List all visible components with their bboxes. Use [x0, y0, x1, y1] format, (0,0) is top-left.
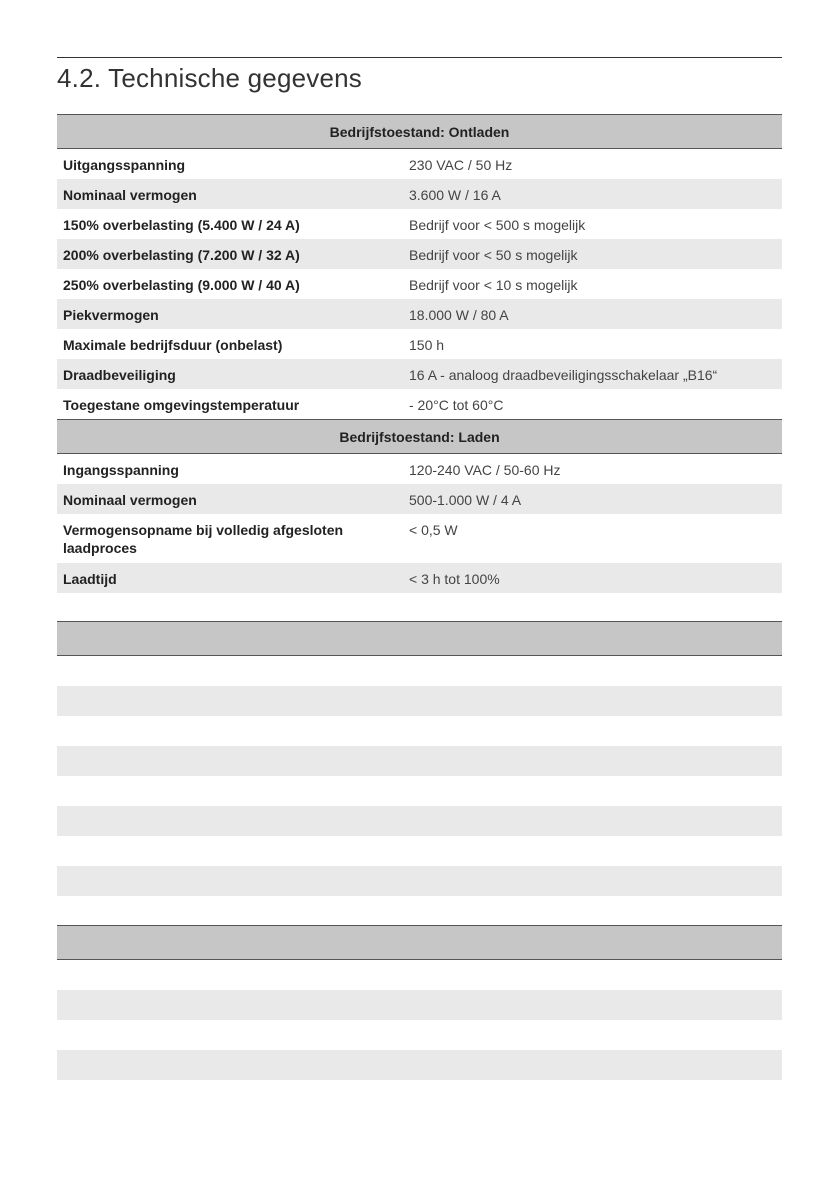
row-value: Bedrijf voor < 500 s mogelijk: [409, 217, 586, 233]
empty-row: [57, 836, 782, 866]
row-value: 150 h: [409, 337, 445, 353]
table-row: [57, 329, 782, 359]
top-rule: [57, 57, 782, 58]
row-value: - 20°C tot 60°C: [409, 397, 504, 413]
row-label: 250% overbelasting (9.000 W / 40 A): [63, 277, 300, 293]
row-value: 3.600 W / 16 A: [409, 187, 501, 203]
row-label: Draadbeveiliging: [63, 367, 176, 383]
empty-row: [57, 776, 782, 806]
row-value: 500-1.000 W / 4 A: [409, 492, 522, 508]
empty-row: [57, 806, 782, 836]
table-row: [57, 179, 782, 209]
empty-row: [57, 896, 782, 926]
section-header-ontladen: Bedrijfstoestand: Ontladen: [57, 114, 782, 149]
table-row: [57, 209, 782, 239]
empty-section-header: [57, 621, 782, 656]
spec-table: [57, 114, 782, 593]
row-value: Bedrijf voor < 10 s mogelijk: [409, 277, 578, 293]
row-label: 150% overbelasting (5.400 W / 24 A): [63, 217, 300, 233]
section-header-laden: Bedrijfstoestand: Laden: [57, 419, 782, 454]
empty-row: [57, 716, 782, 746]
row-label: Nominaal vermogen: [63, 187, 197, 203]
table-row: [57, 454, 782, 484]
row-label: Vermogensopname bij volledig afgesloten laadproces: [63, 522, 344, 556]
table-row: [57, 149, 782, 179]
row-value: 18.000 W / 80 A: [409, 307, 509, 323]
row-value: 120-240 VAC / 50-60 Hz: [409, 462, 561, 478]
row-value: < 3 h tot 100%: [409, 571, 500, 587]
row-label: Maximale bedrijfsduur (onbelast): [63, 337, 283, 353]
table-row: [57, 389, 782, 419]
row-value: Bedrijf voor < 50 s mogelijk: [409, 247, 578, 263]
row-label: Ingangsspanning: [63, 462, 179, 478]
page-title: 4.2. Technische gegevens: [57, 63, 362, 93]
row-label: Toegestane omgevingstemperatuur: [63, 397, 300, 413]
table-row: [57, 484, 782, 514]
row-label: 200% overbelasting (7.200 W / 32 A): [63, 247, 300, 263]
table-row: [57, 563, 782, 593]
table-row: [57, 269, 782, 299]
empty-section-header: [57, 925, 782, 960]
table-row: [57, 239, 782, 269]
empty-row: [57, 746, 782, 776]
row-label: Laadtijd: [63, 571, 117, 587]
empty-row: [57, 686, 782, 716]
empty-table: [57, 925, 782, 1080]
row-label: Nominaal vermogen: [63, 492, 197, 508]
row-value: 230 VAC / 50 Hz: [409, 157, 513, 173]
empty-row: [57, 1020, 782, 1050]
empty-row: [57, 866, 782, 896]
empty-row: [57, 960, 782, 990]
row-label: Uitgangsspanning: [63, 157, 186, 173]
empty-row: [57, 990, 782, 1020]
empty-table: [57, 621, 782, 926]
row-label: Piekvermogen: [63, 307, 159, 323]
table-row: [57, 299, 782, 329]
row-value: 16 A - analoog draadbeveiligingsschakelaar „B16“: [409, 367, 718, 383]
table-row: [57, 514, 782, 563]
row-value: < 0,5 W: [409, 522, 458, 538]
empty-row: [57, 656, 782, 686]
empty-row: [57, 1050, 782, 1080]
table-row: [57, 359, 782, 389]
